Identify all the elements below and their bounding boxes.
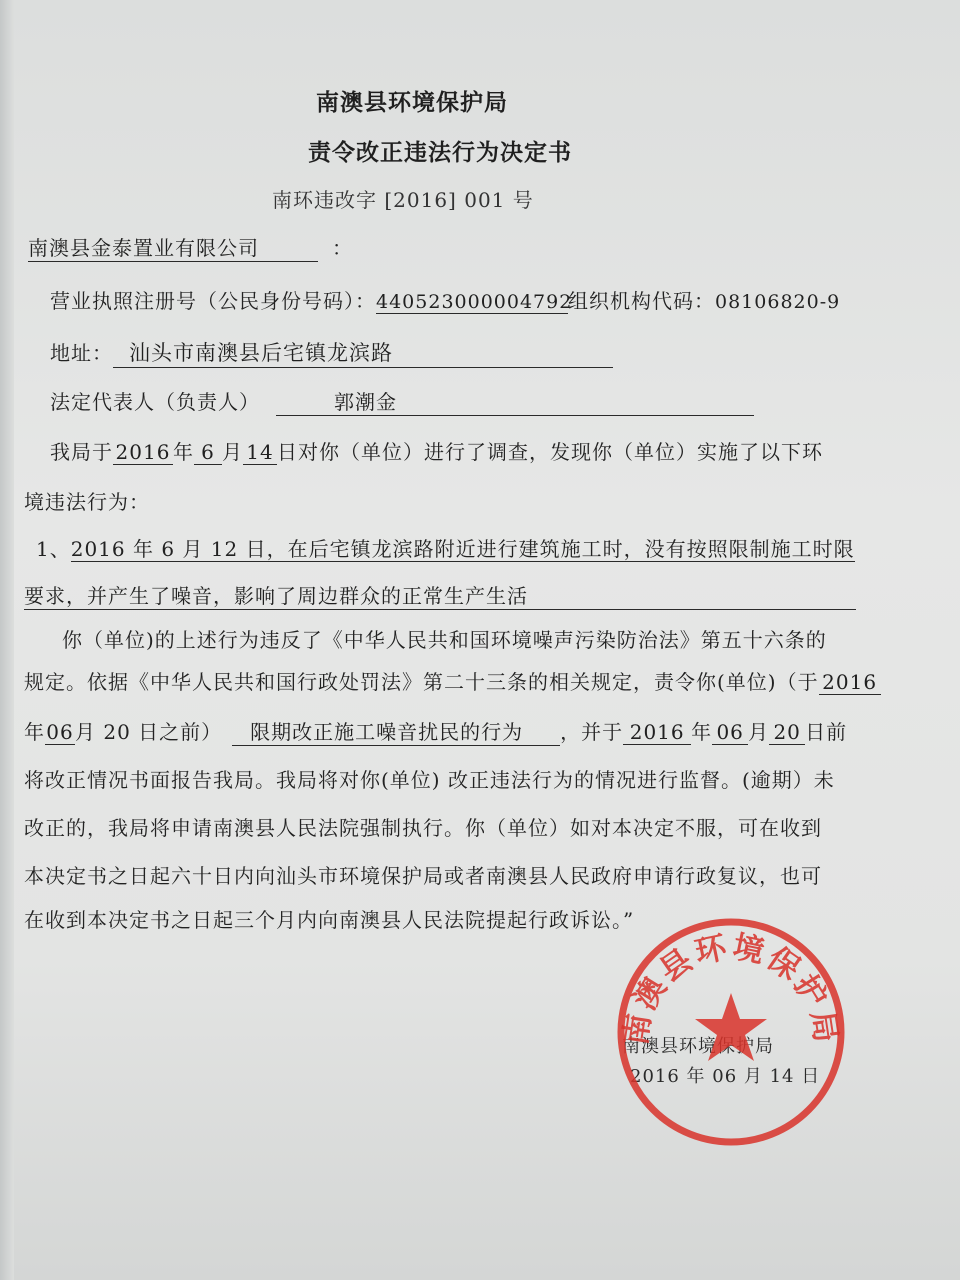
violation-number: 1、 xyxy=(36,537,71,561)
violation-line-2 xyxy=(24,580,856,610)
deadline-rest: 月 20 日之前） xyxy=(75,720,223,744)
decision-line-3 xyxy=(24,716,847,746)
company-line xyxy=(28,232,353,262)
document-title: 责令改正违法行为决定书 xyxy=(308,139,572,166)
investigation-prefix: 我局于 xyxy=(50,440,113,464)
agency-title: 南澳县环境保护局 xyxy=(316,89,508,116)
violation-line-1 xyxy=(36,533,855,562)
decision-line-5: 改正的，我局将申请南澳县人民法院强制执行。你（单位）如对本决定不服，可在收到 xyxy=(24,816,822,840)
report-day-unit: 日前 xyxy=(805,720,848,744)
report-year-unit: 年 xyxy=(691,720,713,744)
official-seal xyxy=(614,915,848,1149)
org-code-label: 组织机构代码： xyxy=(568,289,715,313)
decision-line-6: 本决定书之日起六十日内向汕头市环境保护局或者南澳县人民政府申请行政复议，也可 xyxy=(24,864,822,888)
paper-edge xyxy=(0,0,14,1280)
decision-line-7: 在收到本决定书之日起三个月内向南澳县人民法院提起行政诉讼。” xyxy=(24,908,635,932)
investigation-line-2: 境违法行为： xyxy=(24,490,150,514)
signature-agency: 南澳县环境保护局 xyxy=(622,1036,774,1057)
representative-line xyxy=(50,386,754,416)
seal-star-icon xyxy=(695,993,767,1061)
decision-text-2: 规定。依据《中华人民共和国行政处罚法》第二十三条的相关规定，责令你(单位)（于 xyxy=(24,670,819,694)
decision-line-1: 你（单位)的上述行为违反了《中华人民共和国环境噪声污染防治法》第五十六条的 xyxy=(62,628,827,652)
org-code-value: 08106820-9 xyxy=(715,291,841,313)
signature-date: 2016 年 06 月 14 日 xyxy=(630,1066,821,1087)
address-value: 汕头市南澳县后宅镇龙滨路 xyxy=(113,337,613,368)
report-month: 06 xyxy=(712,720,748,745)
investigation-year: 2016 xyxy=(113,440,173,465)
decision-line-2 xyxy=(24,666,881,695)
address-line xyxy=(50,337,613,368)
deadline-month: 06 xyxy=(46,720,74,744)
investigation-suffix: 日对你（单位）进行了调查，发现你（单位）实施了以下环 xyxy=(277,440,823,464)
deadline-year-unit: 年 xyxy=(24,720,45,744)
investigation-line xyxy=(50,436,823,465)
license-value: 440523000004792 xyxy=(376,291,573,313)
representative-label: 法定代表人（负责人） xyxy=(50,390,260,414)
document-number: 南环违改字 [2016] 001 号 xyxy=(272,188,534,212)
investigation-month-unit: 月 xyxy=(222,440,243,464)
decision-line-4: 将改正情况书面报告我局。我局将对你(单位) 改正违法行为的情况进行监督。(逾期）未 xyxy=(24,768,835,792)
report-year: 2016 xyxy=(623,720,691,745)
investigation-year-unit: 年 xyxy=(173,440,194,464)
deadline-year: 2016 xyxy=(819,670,881,695)
investigation-month: 6 xyxy=(194,440,222,465)
address-label: 地址： xyxy=(50,341,113,365)
license-label: 营业执照注册号（公民身份号码）： xyxy=(50,289,376,313)
company-colon: ： xyxy=(332,236,353,260)
violation-text-1: 2016 年 6 月 12 日，在后宅镇龙滨路附近进行建筑施工时，没有按照限制施工时限 xyxy=(70,537,855,561)
representative-value: 郭潮金 xyxy=(276,386,754,416)
seal-text: 南澳县环境保护局 xyxy=(617,928,845,1048)
investigation-day: 14 xyxy=(243,440,277,465)
violation-text-2: 要求，并产生了噪音，影响了周边群众的正常生产生活 xyxy=(24,580,856,610)
report-month-unit: 月 xyxy=(748,720,770,744)
license-line xyxy=(50,285,840,314)
correction-order: 限期改正施工噪音扰民的行为 xyxy=(232,716,560,746)
company-name: 南澳县金泰置业有限公司 xyxy=(28,232,318,262)
report-day: 20 xyxy=(769,720,805,745)
report-prefix: ，并于 xyxy=(560,720,624,744)
